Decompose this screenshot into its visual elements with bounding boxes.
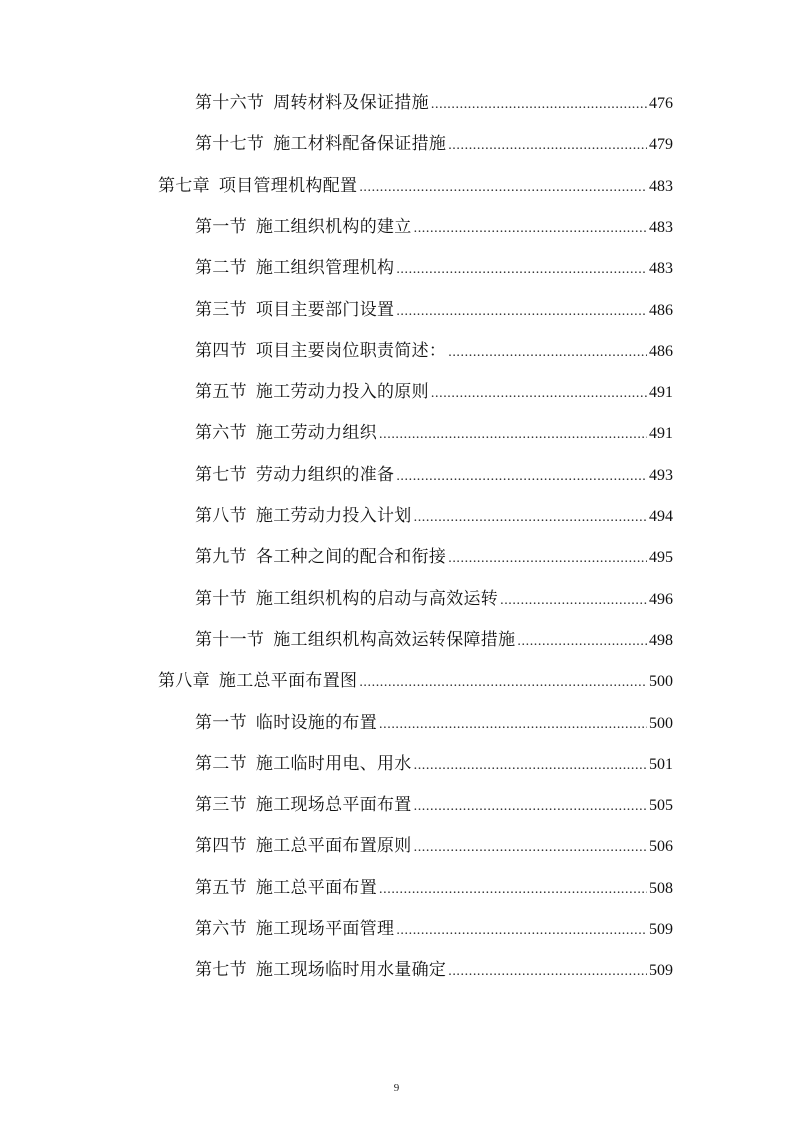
- toc-section-entry[interactable]: [195, 831, 673, 861]
- toc-entry-title: 施工现场总平面布置: [255, 795, 412, 815]
- toc-dot-leader: [448, 544, 647, 574]
- toc-section-entry[interactable]: [195, 749, 673, 779]
- toc-section-entry[interactable]: [195, 253, 673, 283]
- toc-entry-label: [195, 129, 446, 159]
- toc-entry-label: [195, 336, 446, 366]
- toc-entry-page: 500: [649, 673, 673, 690]
- toc-entry-title: 劳动力组织的准备: [255, 465, 395, 485]
- toc-dot-leader: [379, 420, 647, 450]
- toc-entry-title: 施工临时用电、用水: [255, 754, 412, 774]
- toc-entry-number: 第八章: [158, 671, 210, 691]
- toc-entry-label: [195, 418, 377, 448]
- toc-dot-leader: [396, 462, 647, 492]
- toc-entry-title: 施工组织机构的启动与高效运转: [255, 589, 499, 609]
- toc-entry-page: 479: [649, 136, 673, 153]
- toc-dot-leader: [414, 751, 647, 781]
- toc-section-entry[interactable]: [195, 625, 673, 655]
- toc-entry-title: 施工总平面布置原则: [255, 836, 412, 856]
- toc-dot-leader: [500, 586, 647, 616]
- toc-entry-page: 500: [649, 715, 673, 732]
- toc-entry-title: 施工劳动力投入计划: [255, 506, 412, 526]
- toc-entry-page: 509: [649, 962, 673, 979]
- toc-entry-title: 项目主要部门设置: [255, 300, 395, 320]
- toc-dot-leader: [517, 627, 647, 657]
- toc-entry-number: 第十七节: [195, 134, 265, 154]
- toc-entry-title: 施工现场临时用水量确定: [255, 960, 447, 980]
- toc-entry-number: 第四节: [195, 341, 247, 361]
- toc-section-entry[interactable]: [195, 914, 673, 944]
- toc-section-entry[interactable]: [195, 88, 673, 118]
- toc-entry-number: 第七节: [195, 465, 247, 485]
- toc-dot-leader: [359, 668, 647, 698]
- toc-entry-label: [195, 749, 412, 779]
- toc-entry-label: [195, 501, 412, 531]
- toc-dot-leader: [448, 338, 647, 368]
- toc-entry-number: 第五节: [195, 382, 247, 402]
- toc-entry-label: [195, 253, 394, 283]
- toc-chapter-entry[interactable]: [158, 666, 673, 696]
- toc-entry-page: 496: [649, 591, 673, 608]
- toc-dot-leader: [396, 297, 647, 327]
- toc-entry-title: 施工总平面布置图: [218, 671, 358, 691]
- toc-entry-page: 494: [649, 508, 673, 525]
- toc-entry-label: [195, 212, 412, 242]
- toc-entry-label: [195, 708, 377, 738]
- toc-chapter-entry[interactable]: [158, 171, 673, 201]
- page-number: 9: [393, 1082, 400, 1094]
- toc-dot-leader: [379, 875, 647, 905]
- toc-entry-label: [195, 542, 446, 572]
- toc-entry-page: 491: [649, 384, 673, 401]
- toc-entry-number: 第九节: [195, 547, 247, 567]
- toc-entry-page: 509: [649, 921, 673, 938]
- toc-section-entry[interactable]: [195, 501, 673, 531]
- toc-section-entry[interactable]: [195, 873, 673, 903]
- toc-section-entry[interactable]: [195, 295, 673, 325]
- toc-dot-leader: [359, 173, 647, 203]
- toc-entry-page: 486: [649, 302, 673, 319]
- toc-entry-number: 第一节: [195, 713, 247, 733]
- toc-entry-number: 第三节: [195, 795, 247, 815]
- toc-entry-page: 505: [649, 797, 673, 814]
- toc-entry-title: 施工组织管理机构: [255, 258, 395, 278]
- toc-entry-title: 施工总平面布置: [255, 878, 378, 898]
- toc-entry-number: 第一节: [195, 217, 247, 237]
- toc-section-entry[interactable]: [195, 955, 673, 985]
- toc-entry-label: [195, 914, 394, 944]
- toc-entry-title: 施工材料配备保证措施: [273, 134, 447, 154]
- toc-dot-leader: [414, 833, 647, 863]
- toc-section-entry[interactable]: [195, 377, 673, 407]
- toc-entry-label: [195, 584, 498, 614]
- toc-section-entry[interactable]: [195, 418, 673, 448]
- toc-entry-label: [158, 666, 357, 696]
- toc-dot-leader: [431, 379, 647, 409]
- toc-entry-number: 第十六节: [195, 93, 265, 113]
- toc-section-entry[interactable]: [195, 212, 673, 242]
- toc-entry-number: 第二节: [195, 258, 247, 278]
- toc-entry-label: [195, 460, 394, 490]
- toc-entry-label: [195, 955, 446, 985]
- toc-entry-title: 施工劳动力组织: [255, 423, 378, 443]
- toc-entry-title: 项目管理机构配置: [218, 176, 358, 196]
- toc-entry-title: 施工组织机构高效运转保障措施: [273, 630, 516, 650]
- toc-section-entry[interactable]: [195, 542, 673, 572]
- toc-entry-page: 506: [649, 838, 673, 855]
- toc-entry-number: 第二节: [195, 754, 247, 774]
- toc-entry-label: [195, 88, 429, 118]
- toc-entry-number: 第五节: [195, 878, 247, 898]
- toc-dot-leader: [396, 255, 647, 285]
- toc-entry-label: [195, 377, 429, 407]
- toc-entry-page: 501: [649, 756, 673, 773]
- toc-section-entry[interactable]: [195, 790, 673, 820]
- toc-section-entry[interactable]: [195, 460, 673, 490]
- toc-section-entry[interactable]: [195, 336, 673, 366]
- toc-entry-number: 第十节: [195, 589, 247, 609]
- toc-entry-label: [195, 873, 377, 903]
- toc-entry-number: 第六节: [195, 919, 247, 939]
- toc-entry-title: 施工组织机构的建立: [255, 217, 412, 237]
- toc-entry-number: 第七章: [158, 176, 210, 196]
- toc-entry-page: 483: [649, 219, 673, 236]
- toc-entry-label: [195, 831, 412, 861]
- toc-entry-page: 486: [649, 343, 673, 360]
- toc-entry-title: 施工劳动力投入的原则: [255, 382, 429, 402]
- toc-dot-leader: [379, 710, 647, 740]
- toc-section-entry[interactable]: [195, 129, 673, 159]
- toc-dot-leader: [414, 214, 647, 244]
- toc-entry-page: 498: [649, 632, 673, 649]
- toc-entry-number: 第七节: [195, 960, 247, 980]
- toc-entry-number: 第三节: [195, 300, 247, 320]
- toc-entry-label: [158, 171, 357, 201]
- toc-entry-page: 483: [649, 260, 673, 277]
- toc-dot-leader: [448, 131, 647, 161]
- toc-entry-title: 周转材料及保证措施: [273, 93, 429, 113]
- toc-entry-page: 495: [649, 549, 673, 566]
- toc-entry-number: 第六节: [195, 423, 247, 443]
- toc-section-entry[interactable]: [195, 584, 673, 614]
- toc-entry-page: 483: [649, 178, 673, 195]
- toc-entry-number: 第八节: [195, 506, 247, 526]
- toc-entry-title: 临时设施的布置: [255, 713, 378, 733]
- toc-dot-leader: [431, 90, 647, 120]
- toc-section-entry[interactable]: [195, 708, 673, 738]
- toc-dot-leader: [448, 957, 647, 987]
- toc-entry-page: 476: [649, 95, 673, 112]
- toc-entry-number: 第十一节: [195, 630, 265, 650]
- toc-entry-page: 493: [649, 467, 673, 484]
- toc-entry-label: [195, 625, 515, 655]
- toc-dot-leader: [414, 503, 647, 533]
- toc-entry-label: [195, 790, 412, 820]
- toc-entry-title: 施工现场平面管理: [255, 919, 395, 939]
- toc-entry-page: 491: [649, 425, 673, 442]
- toc-entry-title: 各工种之间的配合和衔接: [255, 547, 447, 567]
- toc-entry-title: 项目主要岗位职责简述：: [255, 341, 447, 361]
- toc-entry-number: 第四节: [195, 836, 247, 856]
- toc-dot-leader: [414, 792, 647, 822]
- toc-entry-page: 508: [649, 880, 673, 897]
- toc-dot-leader: [396, 916, 647, 946]
- toc-entry-label: [195, 295, 394, 325]
